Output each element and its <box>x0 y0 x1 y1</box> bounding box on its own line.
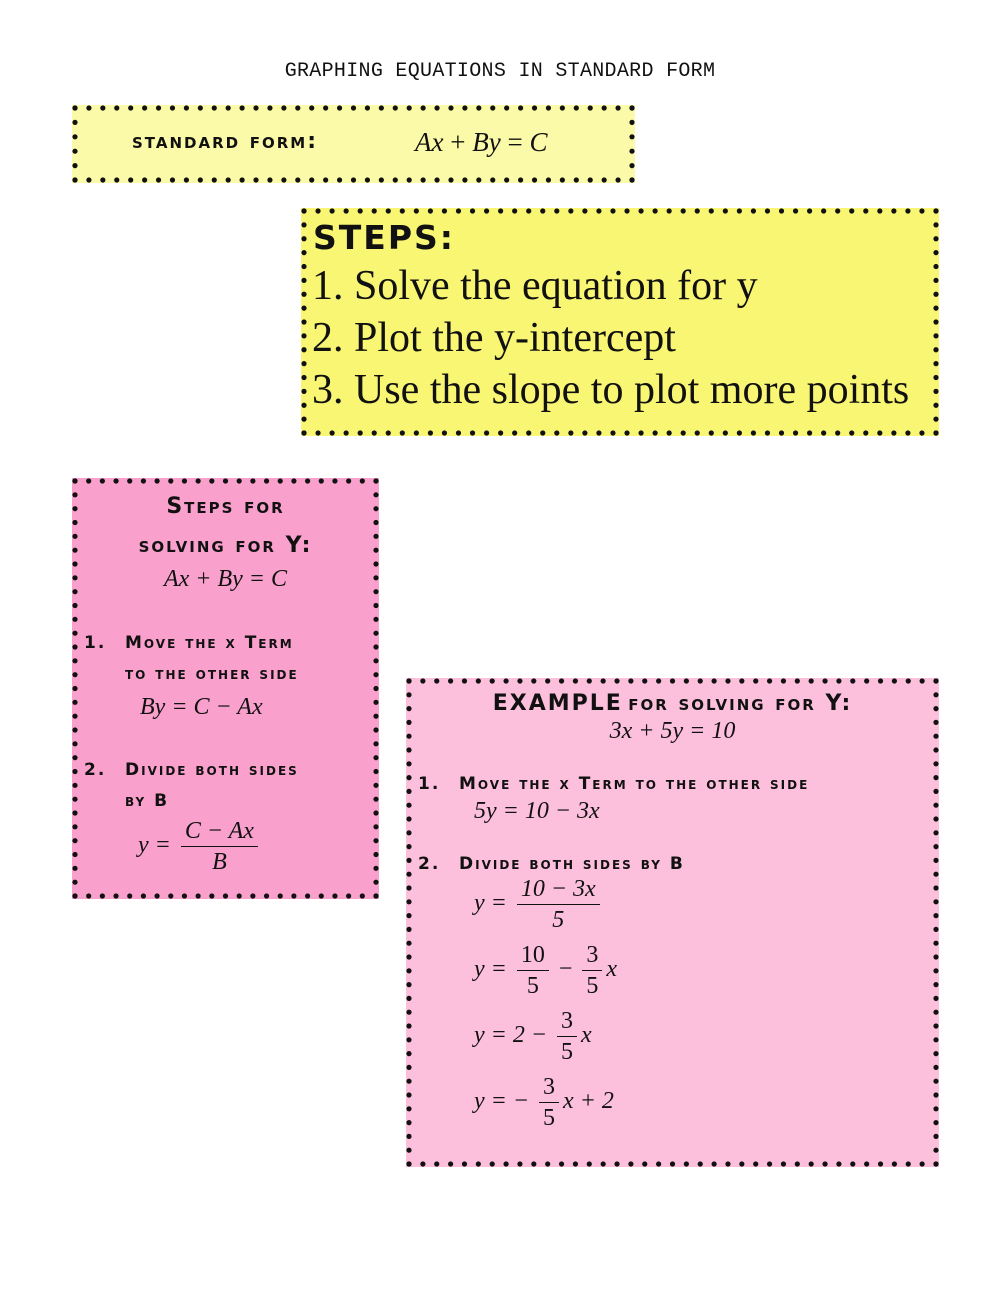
standard-form-label: standard form: <box>132 129 319 154</box>
solve-step-1-equation: By = C − Ax <box>140 694 263 720</box>
solve-step-2-line-1: Divide both sides <box>125 760 299 780</box>
example-equation-step-c: y = 2 − $\frac{3}{5}$ x <box>474 1008 592 1065</box>
example-step-2-text: Divide both sides by B <box>459 854 685 874</box>
solve-step-1-line-1: Move the x Term <box>125 633 294 653</box>
solve-heading-line-1: Steps for <box>166 494 285 519</box>
example-equation-step-b: y = $\frac{10}{5}$ − $\frac{3}{5}$ x <box>474 942 618 999</box>
example-box <box>406 678 939 1167</box>
example-equation-step-a: y = $\frac{10 - 3x}{5}$ <box>474 876 604 933</box>
solve-for-y-box <box>72 478 379 899</box>
steps-heading: STEPS: <box>313 218 455 257</box>
example-step-1-equation: 5y = 10 − 3x <box>474 798 600 824</box>
standard-form-box <box>72 105 635 183</box>
solve-step-2-equation: y = $\frac{C - Ax}{B}$ <box>138 818 262 875</box>
standard-form-equation: Ax + By = C <box>415 127 548 157</box>
step-3: 3. Use the slope to plot more points <box>312 367 910 413</box>
example-step-2-number: 2. <box>418 854 441 874</box>
solve-step-1-line-2: to the other side <box>125 664 299 684</box>
example-equation: 3x + 5y = 10 <box>609 718 736 744</box>
solve-step-2-line-2: by B <box>125 791 170 811</box>
example-step-1-number: 1. <box>418 774 441 794</box>
example-heading: EXAMPLE for solving for Y: <box>492 691 853 716</box>
solve-heading-line-2: solving for Y: <box>138 533 313 558</box>
steps-box <box>301 208 939 436</box>
solve-step-1-number: 1. <box>84 633 107 653</box>
example-equation-step-d: y = − $\frac{3}{5}$ x + 2 <box>474 1074 614 1131</box>
page-title: GRAPHING EQUATIONS IN STANDARD FORM <box>284 60 716 83</box>
step-1: 1. Solve the equation for y <box>312 263 758 309</box>
solve-equation: Ax + By = C <box>163 566 288 592</box>
example-step-1-text: Move the x Term to the other side <box>459 774 810 794</box>
step-2: 2. Plot the y-intercept <box>312 315 676 361</box>
solve-step-2-number: 2. <box>84 760 107 780</box>
